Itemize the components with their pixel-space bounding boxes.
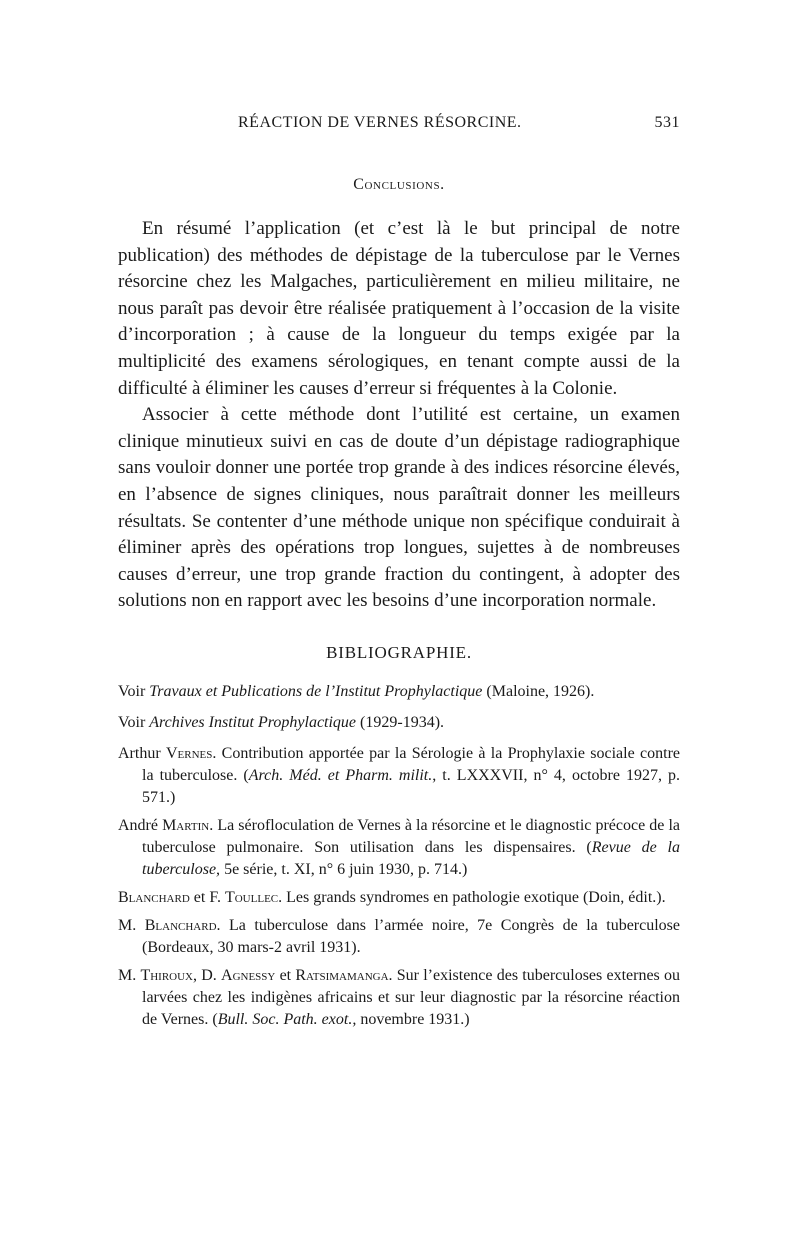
page bbox=[118, 110, 680, 1037]
bibliography-heading: BIBLIOGRAPHIE. bbox=[326, 642, 472, 662]
conclusions-paragraph-1: En résumé l’application (et c’est là le but principal de notre publication) des méthodes de dépistage de la tuberculose par le Vernes résorcine chez les Malgaches, particulièrement en milieu militaire, ne nous paraît pas devoir être réalisée pratiquement à l’occasion de la visite d’incorporation ; à cause de la longueur du temps exigée par la multiplicité des examens sérologiques, en tenant compte aussi de la difficulté à éliminer les causes d’erreur si fréquentes à la Colonie. bbox=[118, 218, 680, 399]
bib-author: Thiroux bbox=[140, 966, 194, 984]
bib-author: Agnessy bbox=[221, 966, 276, 984]
bib-text: et F. bbox=[189, 888, 225, 906]
bib-text: . Les grands syndromes en pathologie exotique (Doin, édit.). bbox=[278, 888, 666, 906]
bib-entry bbox=[118, 815, 680, 881]
bib-author: Blanchard bbox=[144, 916, 217, 934]
bib-author-first: M. bbox=[118, 916, 145, 934]
conclusions-paragraph-2: Associer à cette méthode dont l’utilité est certaine, un examen clinique minutieux suivi en cas de doute d’un dépistage radiographique sans vouloir donner une portée trop grande à des indices résorcine élevés, en l’absence de signes cliniques, nous paraîtrait donner les meilleurs résultats. Se contenter d’une méthode unique non spécifique conduirait à éliminer après des opérations trop longues, sujettes à de nombreuses causes d’erreur, une trop grande fraction du contingent, à adopter des solutions non en rapport avec les besoins d’une incorporation normale. bbox=[118, 404, 680, 612]
bib-author: Blanchard bbox=[118, 888, 190, 906]
bib-text: 5e série, t. XI, n° 6 juin 1930, p. 714.) bbox=[220, 860, 468, 878]
bib-entry bbox=[118, 712, 680, 734]
bib-text: , t. LXXXVII, n° 4, octobre 1927, p. 571.) bbox=[142, 766, 681, 806]
bib-text: . La sérofloculation de Vernes à la résorcine et le diagnostic précoce de la tuberculose pulmonaire. Son utilisation dans les dispensaires. ( bbox=[142, 816, 681, 856]
bib-text: novembre 1931.) bbox=[356, 1010, 470, 1028]
bib-text: . Sur l’existence des tuberculoses externes ou larvées chez les indigènes africains et sur leur diagnostic par la résorcine réaction de Vernes. ( bbox=[142, 966, 681, 1028]
bib-author-first: M. bbox=[118, 966, 141, 984]
running-head bbox=[118, 110, 680, 140]
bib-source: Arch. Méd. et Pharm. milit. bbox=[248, 766, 433, 784]
bib-author-first: André bbox=[118, 816, 163, 834]
bib-text: , D. bbox=[193, 966, 222, 984]
page-number: 531 bbox=[654, 114, 680, 131]
bib-text: . Contribution apportée par la Sérologie à la Prophylaxie sociale contre la tuberculose. ( bbox=[142, 744, 680, 784]
bib-author: Toullec bbox=[224, 888, 279, 906]
bib-title: Archives Institut Prophylactique bbox=[149, 713, 357, 731]
bib-text: et bbox=[275, 966, 296, 984]
bib-entry bbox=[118, 681, 680, 703]
bib-rest: (Maloine, 1926). bbox=[482, 682, 595, 700]
bib-source: Bull. Soc. Path. exot., bbox=[217, 1010, 357, 1028]
bib-text: . La tuberculose dans l’armée noire, 7e Congrès de la tuberculose (Bordeaux, 30 mars-2 avril 1931). bbox=[142, 916, 680, 956]
bib-lead: Voir bbox=[118, 713, 150, 731]
bib-author-first: Arthur bbox=[118, 744, 166, 762]
bib-source: Revue de la tuberculose, bbox=[142, 838, 680, 878]
bib-lead: Voir bbox=[118, 682, 150, 700]
bib-rest: (1929-1934). bbox=[356, 713, 445, 731]
bib-title: Travaux et Publications de l’Institut Prophylactique bbox=[149, 682, 483, 700]
bib-author: Martin bbox=[162, 816, 210, 834]
bib-author: Vernes bbox=[165, 744, 213, 762]
running-title: RÉACTION DE VERNES RÉSORCINE. bbox=[238, 114, 522, 131]
bib-entry bbox=[118, 965, 680, 1031]
bib-entry bbox=[118, 743, 680, 809]
conclusions-heading: Conclusions. bbox=[353, 176, 445, 193]
bib-entry bbox=[118, 887, 680, 909]
bib-entry bbox=[118, 915, 680, 959]
bib-author: Ratsimamanga bbox=[295, 966, 389, 984]
